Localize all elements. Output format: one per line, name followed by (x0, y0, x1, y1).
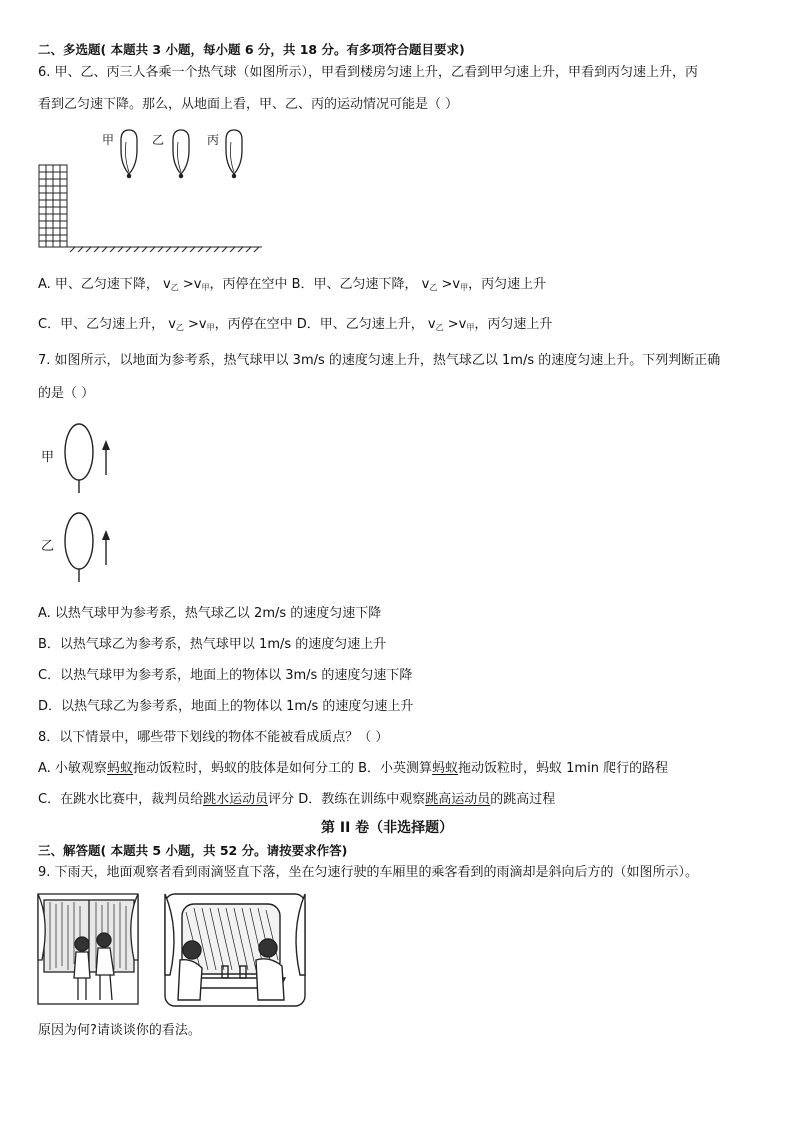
q7-option-d: D．以热气球乙为参考系，地面上的物体以 1m/s 的速度匀速上升 (38, 699, 414, 714)
q6-label-bing: 丙 (207, 133, 220, 147)
q7-label-jia: 甲 (41, 450, 55, 465)
q7-stem-line1: 7. 如图所示，以地面为参考系，热气球甲以 3m/s 的速度匀速上升，热气球乙以 1m/s 的速度匀速上升。下列判断正确 (38, 353, 721, 368)
q7-option-a: A. 以热气球甲为参考系，热气球乙以 2m/s 的速度匀速下降 (38, 606, 382, 621)
q7-option-b: B．以热气球乙为参考系，热气球甲以 1m/s 的速度匀速上升 (38, 637, 387, 652)
q6-label-yi: 乙 (152, 133, 165, 147)
q6-stem-line2: 看到乙匀速下降。那么，从地面上看，甲、乙、丙的运动情况可能是（ ） (38, 97, 459, 112)
train-passengers-illustration (165, 894, 305, 1006)
volume-ii-title: 第 II 卷（非选择题） (321, 820, 454, 836)
q7-stem-line2: 的是（ ） (38, 386, 95, 401)
window-children-illustration (38, 894, 138, 1004)
section-title-multiple-choice: 二、多选题( 本题共 3 小题，每小题 6 分，共 18 分。有多项符合题目要求) (38, 42, 465, 57)
q8-stem: 8．以下情景中，哪些带下划线的物体不能被看成质点？（ ） (38, 730, 389, 745)
q9-stem: 9. 下雨天，地面观察者看到雨滴竖直下落，坐在匀速行驶的车厢里的乘客看到的雨滴却是斜向后方的（如图所示）。 (38, 865, 699, 880)
q6-options-ab: A. 甲、乙匀速下降， $v_乙 >v_甲$，丙停在空中 B．甲、乙匀速下降， $v_乙 >v_甲$，丙匀速上升 (38, 277, 547, 292)
q7-label-yi: 乙 (41, 539, 55, 554)
section-title-answer-questions: 三、解答题( 本题共 5 小题，共 52 分。请按要求作答) (38, 843, 348, 858)
q6-stem-line1: 6. 甲、乙、丙三人各乘一个热气球（如图所示），甲看到楼房匀速上升，乙看到甲匀速上升，甲看到丙匀速上升，丙 (38, 65, 699, 80)
q7-option-c: C．以热气球甲为参考系，地面上的物体以 3m/s 的速度匀速下降 (38, 668, 413, 683)
q8-options-ab: A. 小敏观察蚂蚁拖动饭粒时，蚂蚁的肢体是如何分工的 B．小英测算蚂蚁拖动饭粒时，蚂蚁 1min 爬行的路程 (38, 761, 669, 776)
q6-options-cd: C．甲、乙匀速上升， $v_乙 >v_甲$，丙停在空中 D．甲、乙匀速上升， $v_乙 >v_甲$，丙匀速上升 (38, 317, 553, 332)
q9-prompt: 原因为何?请谈谈你的看法。 (38, 1023, 201, 1038)
q8-options-cd: C．在跳水比赛中，裁判员给跳水运动员评分 D．教练在训练中观察跳高运动员的跳高过程 (38, 792, 556, 807)
q6-label-jia: 甲 (102, 133, 115, 147)
